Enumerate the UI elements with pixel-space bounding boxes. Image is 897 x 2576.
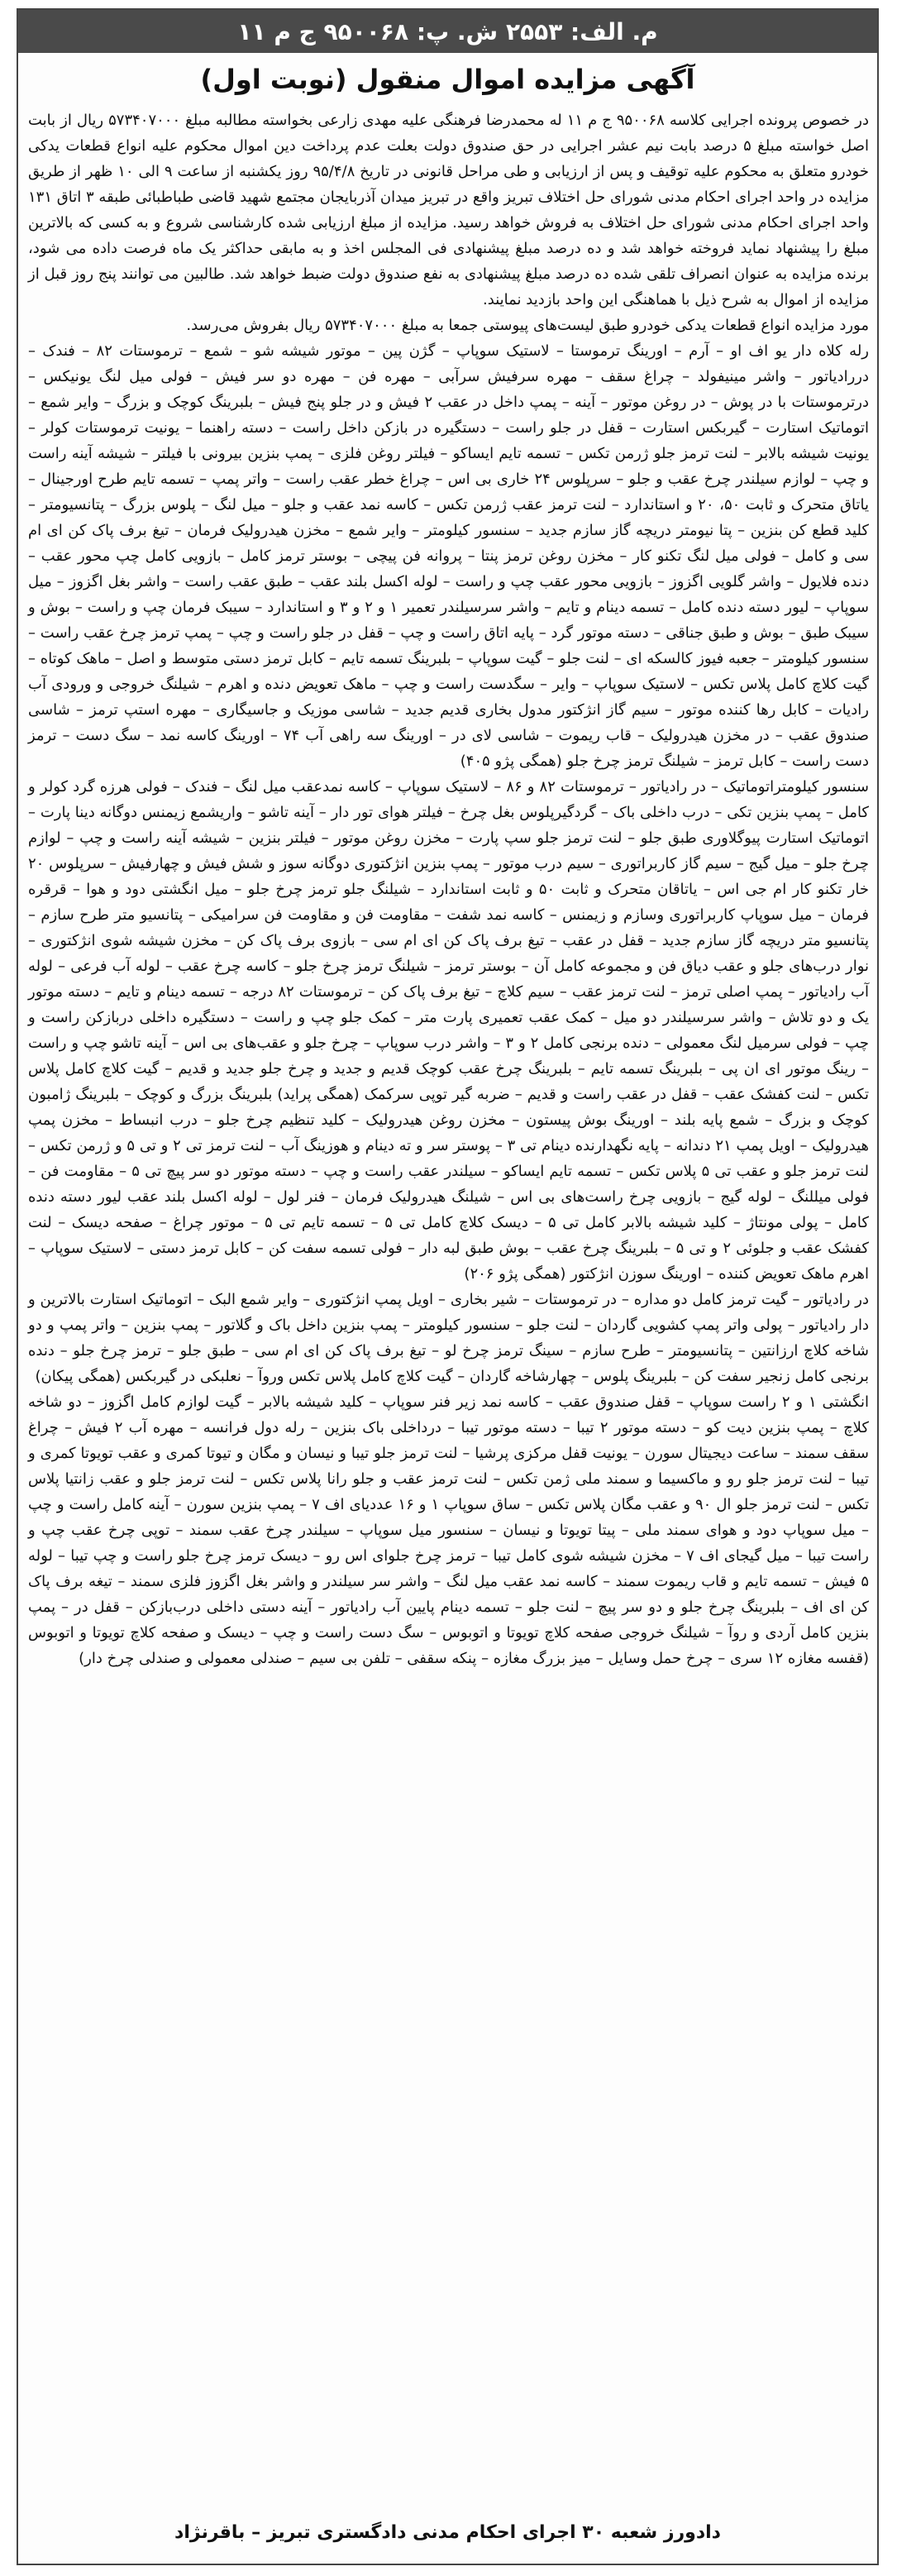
- parts-list-pride-206: سنسور کیلومتراتوماتیک – در رادیاتور – ترموستات ۸۲ و ۸۶ – لاستیک سوپاپ – کاسه نمدعقب میل لنگ – فندک – فولی هرزه گرد کولر و کامل – پمپ بنزین تکی – درب داخلی باک – گردگیرپلوس بغل چرخ – فیلتر هوای تور دار – آینه تاشو – واریشمع زیمنس دوگانه دینا پارت – اتوماتیک استارت پیوگلاوری طبق جلو – لنت ترمز جلو سپ پارت – مخزن روغن موتور – فیلتر بنزین – شیشه آینه راست و چپ – لوازم چرخ جلو – میل گیج – سیم گاز کاربراتوری – سیم درب موتور – پمپ بنزین انژکتوری دوگانه سوز و شش فیش و چهارفیش – سرپلوس ۲۰ خار تکنو کار ام جی اس – یاتاقان متحرک و ثابت ۵۰ و ثابت استاندارد – شیلنگ جلو ترمز چرخ جلو – میل انگشتی دود و هوا – قرقره فرمان – میل سوپاپ کاربراتوری وسازم و زیمنس – کاسه نمد شفت – مقاومت فن و مقاومت فن سرامیکی – پتانسیو متر طرح سازم – پتانسیو متر دریچه گاز سازم جدید – قفل در عقب – تیغ برف پاک کن ای ام سی – بازوی برف پاک کن – مخزن شیشه شوی انژکتوری – نوار درب‌های جلو و عقب دیاق فن و مجموعه کامل آن – بوستر ترمز – شیلنگ ترمز چرخ جلو – کاسه چرخ عقب – لوله آب فرعی – لوله آب رادیاتور – پمپ اصلی ترمز – لنت ترمز عقب – سیم کلاچ – تیغ برف پاک کن – ترموستات ۸۲ درجه – تسمه دینام و تایم – دسته موتور یک و دو تلاش – واشر سرسیلندر دو میل – کمک عقب تعمیری پارت متر – کمک جلو چپ و راست – دستگیره داخلی دربازکن راست و چپ – فولی سرمیل لنگ معمولی – دنده برنجی کامل ۲ و ۳ – واشر درب سوپاپ – چرخ جلو و عقب‌های بی اس – آینه تاشو چپ و راست – رینگ موتور ای ان پی – بلبرینگ تسمه تایم – بلبرینگ چرخ عقب کوچک قدیم و جدید و چرخ جلو جدید و قدیم – گیت کلاچ کامل پلاس تکس – لنت کفشک عقب – قفل در عقب راست و قدیم – ضربه گیر توپی سرکمک (همگی پراید) بلبرینگ بزرگ و کوچک – بلبرینگ ژامبون کوچک و بزرگ – شمع پایه بلند – اورینگ بوش پیستون – مخزن روغن هیدرولیک – کلید تنظیم چرخ جلو – درب انبساط – مخزن پمپ هیدرولیک – اویل پمپ ۲۱ دندانه – پایه نگهدارنده دینام تی ۳ – پوستر سر و ته دینام و هوزینگ آب – لنت ترمز تی ۲ و تی ۵ و ژرمن تکس – لنت ترمز جلو و عقب تی ۵ پلاس تکس – تسمه تایم ایساکو – سیلندر عقب راست و چپ – دسته موتور دو سر پیچ تی ۵ – مقاومت فن – فولی میللنگ – لوله گیج – بازویی چرخ راست‌های بی اس – شیلنگ هیدرولیک فرمان – فنر لول – لوله اکسل بلند عقب لیور دسته دنده کامل – پولی مونتاژ – کلید شیشه بالابر کامل تی ۵ – دیسک کلاچ کامل تی ۵ – تسمه تایم تی ۵ – موتور چراغ – صفحه دیسک – لنت کفشک عقب و جلوئی ۲ و تی ۵ – بلبرینگ چرخ عقب – بوش طبق لبه دار – فولی تسمه سفت کن – کابل ترمز دستی – لاستیک سوپاپ – اهرم ماهک تعویض کننده – اورینگ سوزن انژکتور (همگی پژو ۲۰۶): [28, 778, 870, 1283]
- signature-line: دادورز شعبه ۳۰ اجرای احکام مدنی دادگستری تبریز – باقرنژاد: [174, 2521, 721, 2543]
- parts-list-misc: انگشتی ۱ و ۲ راست سوپاپ – قفل صندوق عقب – کاسه نمد زیر فنر سوپاپ – کلید شیشه بالابر – گیت لوازم کامل اگزوز – دو شاخه کلاچ – پمپ بنزین دیت کو – دسته موتور ۲ تیبا – دسته موتور تیبا – درداخلی باک بنزین – رله دول فرانسه – مهره آب ۲ فیش – چراغ سقف سمند – ساعت دیجیتال سورن – یونیت قفل مرکزی پرشیا – لنت ترمز جلو تیبا و نیسان و مگان و تیوتا کمری و عقب تویوتا کمری و تیبا – لنت ترمز جلو رو و ماکسیما و سمند ملی ژمن تکس – لنت ترمز عقب و جلو رانا پلاس تکس – لنت ترمز جلو و عقب زانتیا پلاس تکس – لنت ترمز جلو ال ۹۰ و عقب مگان پلاس تکس – ساق سوپاپ ۱ و ۱۶ عددیای اف ۷ – پمپ بنزین سورن – آینه کامل راست و چپ – میل سوپاپ دود و هوای سمند ملی – پیتا تویوتا و نیسان – سنسور میل سوپاپ – سیلندر چرخ عقب سمند – توپی چرخ عقب چپ و راست تیبا – میل گیجای اف ۷ – مخزن شیشه شوی کامل تیبا – ترمز چرخ جلوای اس رو – دیسک ترمز چرخ جلو راست و چپ تیبا – لوله ۵ فیش – تسمه تایم و قاب ریموت سمند – کاسه نمد عقب میل لنگ – واشر سر سیلندر و واشر بغل اگزوز فلزی سمند – تیغه برف پاک کن ای اف – بلبرینگ چرخ جلو و دو سر پیچ – لنت جلو – تسمه دینام پایین آب رادیاتور – آینه دستی داخلی درب‌بازکن – قفل در – پمپ بنزین کامل آردی و روآ – شیلنگ خروجی صفحه کلاچ تویوتا و اتوبوس – سگ دست راست و چپ – دیسک و صفحه کلاچ تویوتا و اتوبوس (قفسه مغازه ۱۲ سری – چرخ حمل وسایل – میز بزرگ مغازه – پنکه سقفی – تلفن بی سیم – صندلی معمولی و صندلی چرخ دار): [28, 1393, 870, 1667]
- intro-paragraph: در خصوص پرونده اجرایی کلاسه ۹۵۰۰۶۸ ج م ۱۱ له محمدرضا فرهنگی علیه مهدی زارعی بخواسته مطالبه مبلغ ۵۷۳۴۰۷۰۰۰ ریال از بابت اصل خواسته مبلغ ۵ درصد بابت نیم عشر اجرایی در حق صندوق دولت بعلت عدم پرداخت دین اموال محکوم علیه انواع قطعات یدکی خودرو متعلق به محکوم علیه توقیف و پس از ارزیابی و طی مراحل قانونی در تاریخ ۹۵/۴/۸ روز یکشنبه از ساعت ۹ الی ۱۰ ظهر از طریق مزایده در واحد اجرای احکام مدنی شورای حل اختلاف تبریز واقع در تبریز میدان آذربایجان مجتمع شهید قاضی طباطبائی طبقه ۳ اتاق ۱۳۱ واحد اجرای احکام مدنی شورای حل اختلاف به فروش خواهد رسید. مزایده از مبلغ ارزیابی شده کارشناسی شروع و به کسی که بالاترین مبلغ را پیشنهاد نماید فروخته خواهد شد و ده درصد مبلغ پیشنهادی فی المجلس اخذ و به مابقی حداکثر یک ماه فرصت داده می شود، برنده مزایده به عنوان انصراف تلقی شده ده درصد مبلغ پیشنهادی به نفع صندوق دولت ضبط خواهد شد. طالبین می توانند پنج روز قبل از مزایده از اموال به شرح ذیل با هماهنگی این واحد بازدید نمایند.: [28, 112, 869, 308]
- notice-body: [28, 108, 869, 1671]
- reference-number: م. الف: ۲۵۵۳ ش. پ: ۹۵۰۰۶۸ ج م ۱۱: [237, 17, 658, 45]
- reference-bar: [18, 10, 877, 53]
- parts-list-paykan: در رادیاتور – گیت ترمز کامل دو مداره – در ترموستات – شیر بخاری – اویل پمپ انژکتوری – وایر شمع البک – اتوماتیک استارت بالاترین و دار رادیاتور – پولی واتر پمپ کشویی گاردان – لنت جلو – سنسور کیلومتر – پمپ بنزین داخل باک و گلاتور – پمپ بنزین – واتر پمپ و دو شاخه کلاچ ارزانتین – پتانسیومتر – طرح سازم – سینگ ترمز چرخ لو – تیغ برف پاک کن ای ام سی – طبق جلو – ترمز چرخ جلو – دنده برنجی کامل زنجیر سفت کن – بلبرینگ پلوس – چهارشاخه گاردان – گیت کلاچ کامل پلاس تکس وروآ – نعلبکی در گیربکس (همگی پیکان): [28, 1291, 869, 1385]
- notice-title: آگهی مزایده اموال منقول (نوبت اول): [200, 64, 695, 95]
- parts-list-peugeot-405: رله کلاه دار یو اف او – آرم – اورینگ ترموستا – لاستیک سوپاپ – گژن پین – موتور شیشه شو – شمع – ترموستات ۸۲ – فندک – دررادیاتور – واشر مینیفولد – چراغ سقف – مهره سرفیش سرآبی – مهره فن – مهره دو سر فیش – فولی میل لنگ یونیکس – درترموستات با در پوش – در روغن موتور – آینه – پمپ داخل در عقب ۲ فیش و در جلو پنج فیش – بلبرینگ کوچک و بزرگ – وایر شمع – اتوماتیک استارت – گیربکس استارت – قفل در جلو راست – دستگیره در بازکن داخل راست – دسته راهنما – یونیت ترموستات کولر – یونیت شیشه بالابر – لنت ترمز جلو ژرمن تکس – تسمه تایم ایساکو – فیلتر روغن فلزی – پمپ بنزین بیرونی با فیلتر – شیشه آینه راست و چپ – لوازم سیلندر چرخ عقب و جلو – سرپلوس ۲۴ خاری بی اس – چراغ خطر عقب راست – واتر پمپ – تسمه تایم طرح اورجینال – یاتاق متحرک و ثابت ۵۰، ۲۰ و استاندارد – لنت ترمز عقب ژرمن تکس – کاسه نمد عقب و جلو – میل لنگ – پلوس بزرگ – پتانسیومتر – کلید قطع کن بنزین – پتا نیومتر دریچه گاز سازم جدید – سنسور کیلومتر – وایر شمع – مخزن هیدرولیک فرمان – تیغ برف پاک کن ای ام سی و کامل – فولی میل لنگ تکنو کار – مخزن روغن ترمز پنتا – پروانه فن پیچی – بوستر ترمز کامل – بازویی کامل چپ محور عقب – دنده فلایول – واشر گلویی اگزوز – بازویی محور عقب چپ و راست – لوله اکسل بلند عقب – طبق عقب راست – واشر بغل اگزوز – میل سوپاپ – لیور دسته دنده کامل – تسمه دینام و تایم – واشر سرسیلندر تعمیر ۱ و ۲ و ۳ و استاندارد – سیبک فرمان چپ و راست – بوش و سیبک طبق – بوش و طبق جناقی – دسته موتور گرد – پایه اتاق راست و چپ – قفل در جلو راست و چپ – پمپ ترمز چرخ عقب راست – سنسور کیلومتر – جعبه فیوز کالسکه ای – لنت جلو – گیت سوپاپ – بلبرینگ تسمه تایم – کابل ترمز دستی متوسط و اصل – ماهک کوتاه – گیت کلاچ کامل پلاس تکس – لاستیک سوپاپ – وایر – سگدست راست و چپ – ماهک تعویض دنده و اهرم – شیلنگ خروجی و ورودی آب رادیات – کابل رها کننده موتور – سیم گاز انژکتور مدول بخاری قدیم جدید – شاسی موزیک و جاسیگاری – مهره استپ ترمز – شاسی صندوق عقب – در مخزن هیدرولیک – قاب ریموت – شاسی لای در – اورینگ سه راهی آب ۷۴ – اورینگ کاسه نمد – سگ دست – ترمز دست راست – کابل ترمز – شیلنگ ترمز چرخ جلو (همگی پژو ۴۰۵): [28, 342, 870, 770]
- auction-item-paragraph: مورد مزایده انواع قطعات یدکی خودرو طبق لیست‌های پیوستی جمعا به مبلغ ۵۷۳۴۰۷۰۰۰ ریال بفروش می‌رسد.: [186, 317, 869, 334]
